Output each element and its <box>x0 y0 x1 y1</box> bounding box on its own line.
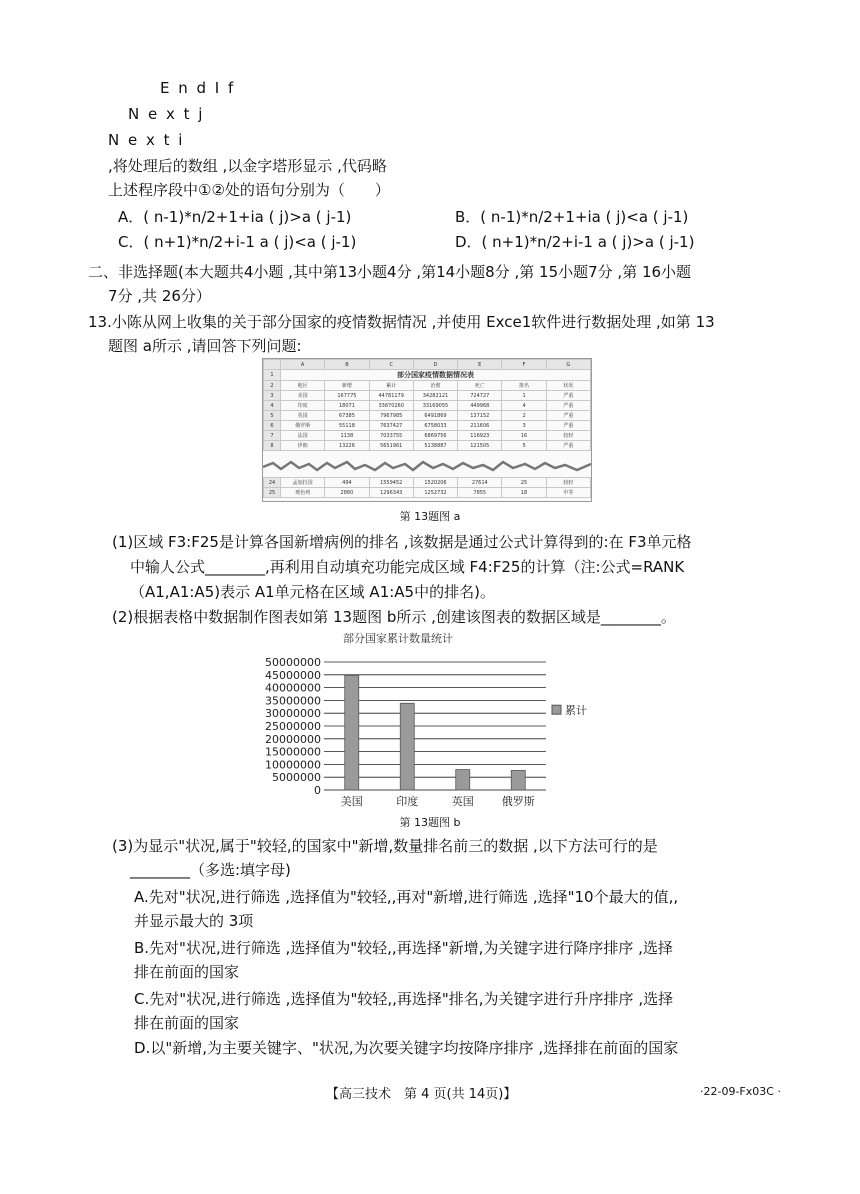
x-tick-label: 英国 <box>451 795 474 808</box>
question-13-2: (2)根据表格中数据制作图表如第 13题图 b所示 ,创建该图表的数据区域是________。 <box>112 608 676 626</box>
sheet-cell: 18 <box>502 488 546 498</box>
chart-y-ticks <box>265 656 321 797</box>
x-tick-label: 俄罗斯 <box>501 795 535 808</box>
caption-figure-b: 第 13题图 b <box>399 816 461 829</box>
column-header-row <box>264 360 591 370</box>
sheet-cell: 1138 <box>325 431 369 441</box>
option-c: C．( n+1)*n/2+i-1 a ( j)<a ( j-1) <box>118 233 357 251</box>
question-13-1-line1: (1)区域 F3:F25是计算各国新增病例的排名 ,该数据是通过公式计算得到的:在 F3单元格 <box>112 533 692 551</box>
q13-3-option-c-line2: 排在前面的国家 <box>134 1014 240 1032</box>
sheet-cell: 25 <box>502 478 546 488</box>
sheet-cell: 法国 <box>281 431 325 441</box>
sheet-cell: 5 <box>502 441 546 451</box>
sheet-cell: 2 <box>502 411 546 421</box>
sheet-cell: 累计 <box>369 381 413 391</box>
sheet-cell: 34282121 <box>413 391 457 401</box>
sheet-row <box>264 431 591 441</box>
col-header: B <box>325 360 369 370</box>
sheet-cell: 1520206 <box>413 478 457 488</box>
sheet-cell: 2880 <box>325 488 369 498</box>
sheet-row <box>264 421 591 431</box>
sheet-cell: 美国 <box>281 391 325 401</box>
sheet-body <box>264 381 591 451</box>
y-tick-label: 50000000 <box>265 656 321 669</box>
sheet-cell: 7967985 <box>369 411 413 421</box>
sheet-cell: 33169055 <box>413 401 457 411</box>
sheet-cell: 1296343 <box>369 488 413 498</box>
sheet-cell: 211606 <box>458 421 502 431</box>
col-header: C <box>369 360 413 370</box>
option-b: B．( n-1)*n/2+1+ia ( j)<a ( j-1) <box>455 208 689 226</box>
question-13-3-line2: ________（多选:填字母) <box>130 861 291 879</box>
sheet-cell: 较轻 <box>546 431 590 441</box>
sheet-cell: 伊朗 <box>281 441 325 451</box>
sheet-cell: 7637427 <box>369 421 413 431</box>
y-tick-label: 45000000 <box>265 668 321 682</box>
sheet-cell: 6869756 <box>413 431 457 441</box>
sheet-cell: 33870260 <box>369 401 413 411</box>
display-note: ,将处理后的数组 ,以金字塔形显示 ,代码略 <box>108 157 387 175</box>
sheet-cell: 6491869 <box>413 411 457 421</box>
sheet-cell: 严重 <box>546 441 590 451</box>
row-number: 25 <box>264 488 281 498</box>
bar-chart <box>262 632 602 812</box>
q13-3-option-a-line1: A.先对"状况,进行筛选 ,选择值为"较轻,,再对"新增,进行筛选 ,选择"10个最大的值,, <box>134 888 679 906</box>
sheet-cell: 116923 <box>458 431 502 441</box>
y-tick-label: 10000000 <box>265 758 321 772</box>
sheet-cell: 724727 <box>458 391 502 401</box>
question-13-line1: 13.小陈从网上收集的关于部分国家的疫情数据情况 ,并使用 Exce1软件进行数据处理 ,如第 13 <box>88 313 715 331</box>
col-header: G <box>546 360 590 370</box>
option-d: D．( n+1)*n/2+i-1 a ( j)>a ( j-1) <box>455 233 695 251</box>
section-2-heading-cont: 7分 ,共 26分） <box>108 287 211 305</box>
sheet-cell: 1252732 <box>413 488 457 498</box>
q13-3-option-c-line1: C.先对"状况,进行筛选 ,选择值为"较轻,,再选择"排名,为关键字进行升序排序 ,选择 <box>134 990 674 1008</box>
question-13-line2: 题图 a所示 ,请回答下列问题: <box>108 337 302 355</box>
sheet-title: 部分国家疫情数据情况表 <box>281 370 591 381</box>
section-2-heading: 二、非选择题(本大题共4小题 ,其中第13小题4分 ,第14小题8分 ,第 15小题7分 ,第 16小题 <box>88 263 692 281</box>
sheet-cell: 121505 <box>458 441 502 451</box>
sheet-cell: 严重 <box>546 401 590 411</box>
legend-swatch <box>552 705 561 714</box>
col-header: D <box>413 360 457 370</box>
chart-bars <box>345 675 526 790</box>
sheet-cell: 5651961 <box>369 441 413 451</box>
sheet-cell: 中等 <box>546 488 590 498</box>
sheet-cell: 7855 <box>458 488 502 498</box>
option-a: A．( n-1)*n/2+1+ia ( j)>a ( j-1) <box>118 208 352 226</box>
sheet-cell: 3 <box>502 421 546 431</box>
y-tick-label: 30000000 <box>265 707 321 721</box>
y-tick-label: 15000000 <box>265 745 321 759</box>
spreadsheet-bottom-table <box>263 477 591 498</box>
sheet-row <box>264 478 591 488</box>
legend-label: 累计 <box>565 704 587 718</box>
x-tick-label: 美国 <box>340 795 363 808</box>
code-line-endif: E n d I f <box>160 79 236 97</box>
sheet-cell: 俄罗斯 <box>281 421 325 431</box>
row-number: 6 <box>264 421 281 431</box>
y-tick-label: 40000000 <box>265 681 321 695</box>
spreadsheet-figure <box>262 358 592 502</box>
sheet-row <box>264 488 591 498</box>
sheet-cell: 严重 <box>546 421 590 431</box>
sheet-cell: 英国 <box>281 411 325 421</box>
row-number: 8 <box>264 441 281 451</box>
question-stem: 上述程序段中①②处的语句分别为（ ） <box>108 181 390 199</box>
sheet-cell: 137152 <box>458 411 502 421</box>
sheet-row <box>264 441 591 451</box>
sheet-cell: 印度 <box>281 401 325 411</box>
chart-legend <box>552 703 587 717</box>
row-number: 7 <box>264 431 281 441</box>
sheet-cell: 死亡 <box>458 381 502 391</box>
bar <box>345 675 359 790</box>
sheet-cell: 地区 <box>281 381 325 391</box>
sheet-cell: 1559452 <box>369 478 413 488</box>
col-header: F <box>502 360 546 370</box>
question-13-3-line1: (3)为显示"状况,属于"较轻,的国家中"新增,数量排名前三的数据 ,以下方法可行的是 <box>112 837 658 855</box>
sheet-cell: 孟加拉国 <box>281 478 325 488</box>
row-number: 24 <box>264 478 281 488</box>
y-tick-label: 25000000 <box>265 720 321 733</box>
sheet-cell: 18071 <box>325 401 369 411</box>
question-13-1-line2: 中输人公式________,再利用自动填充功能完成区域 F4:F25的计算（注:公式=RANK <box>130 558 685 576</box>
chart-title: 部分国家累计数量统计 <box>343 632 453 645</box>
sheet-row <box>264 381 591 391</box>
sheet-cell: 67385 <box>325 411 369 421</box>
sheet-cell: 27614 <box>458 478 502 488</box>
code-line-next-j: N e x t j <box>128 105 205 123</box>
sheet-cell: 玻色列 <box>281 488 325 498</box>
sheet-cell: 449968 <box>458 401 502 411</box>
footer-code: ·22-09-Fx03C · <box>700 1085 781 1098</box>
q13-3-option-b-line1: B.先对"状况,进行筛选 ,选择值为"较轻,,再选择"新增,为关键字进行降序排序 ,选择 <box>134 939 673 957</box>
sheet-cell: 7033755 <box>369 431 413 441</box>
bar <box>456 770 470 790</box>
sheet-cell: 排名 <box>502 381 546 391</box>
sheet-row <box>264 391 591 401</box>
sheet-row <box>264 401 591 411</box>
sheet-cell: 5138887 <box>413 441 457 451</box>
row-number: 1 <box>264 370 281 381</box>
x-tick-label: 印度 <box>396 795 419 808</box>
sheet-cell: 较轻 <box>546 478 590 488</box>
row-number: 3 <box>264 391 281 401</box>
corner-cell <box>264 360 281 370</box>
torn-edge <box>263 459 591 475</box>
row-number: 4 <box>264 401 281 411</box>
sheet-cell: 16 <box>502 431 546 441</box>
q13-3-option-b-line2: 排在前面的国家 <box>134 963 240 981</box>
sheet-cell: 1 <box>502 391 546 401</box>
sheet-cell: 6758033 <box>413 421 457 431</box>
sheet-title-row <box>264 370 591 381</box>
bar <box>511 770 525 790</box>
y-tick-label: 0 <box>314 784 321 797</box>
sheet-cell: 167775 <box>325 391 369 401</box>
row-number: 5 <box>264 411 281 421</box>
question-13-1-line3: （A1,A1:A5)表示 A1单元格在区域 A1:A5中的排名)。 <box>130 583 495 601</box>
y-tick-label: 35000000 <box>265 694 321 708</box>
y-tick-label: 5000000 <box>272 771 321 785</box>
sheet-cell: 严重 <box>546 391 590 401</box>
col-header: E <box>458 360 502 370</box>
sheet-cell: 新增 <box>325 381 369 391</box>
code-line-next-i: N e x t i <box>108 131 185 149</box>
q13-3-option-a-line2: 并显示最大的 3项 <box>134 912 254 930</box>
sheet-bottom-body <box>264 478 591 498</box>
col-header: A <box>281 360 325 370</box>
sheet-cell: 44781179 <box>369 391 413 401</box>
sheet-cell: 状况 <box>546 381 590 391</box>
sheet-cell: 严重 <box>546 411 590 421</box>
sheet-cell: 4 <box>502 401 546 411</box>
q13-3-option-d: D.以"新增,为主要关键字、"状况,为次要关键字均按降序排序 ,选择排在前面的国家 <box>134 1039 679 1057</box>
sheet-cell: 13226 <box>325 441 369 451</box>
footer-page-info: 【高三技术 第 4 页(共 14页)】 <box>326 1087 517 1102</box>
bar <box>400 703 414 790</box>
chart-x-ticks <box>341 794 535 808</box>
sheet-cell: 494 <box>325 478 369 488</box>
sheet-cell: 55118 <box>325 421 369 431</box>
sheet-cell: 治愈 <box>413 381 457 391</box>
row-number: 2 <box>264 381 281 391</box>
spreadsheet-table <box>263 359 591 451</box>
y-tick-label: 20000000 <box>265 732 321 746</box>
caption-figure-a: 第 13题图 a <box>399 510 461 523</box>
sheet-row <box>264 411 591 421</box>
